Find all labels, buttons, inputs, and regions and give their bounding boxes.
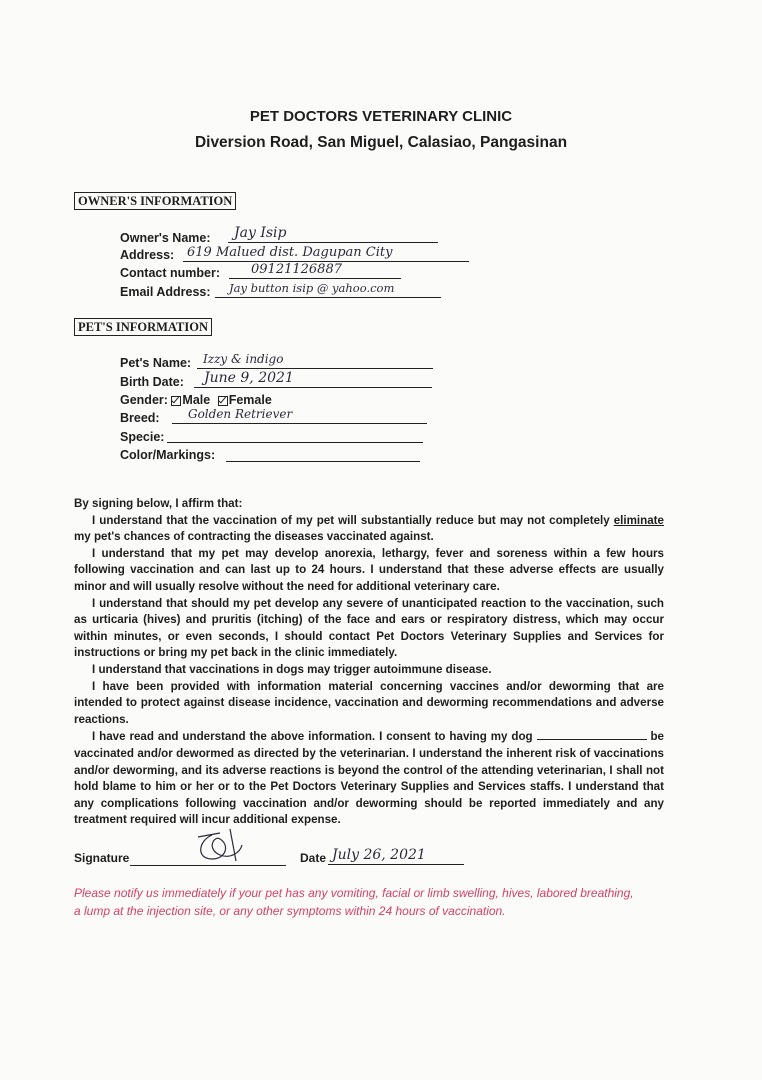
owner-section-title: OWNER'S INFORMATION	[74, 192, 236, 210]
owner-address-value: 619 Malued dist. Dagupan City	[187, 245, 393, 260]
consent-p1-text: I understand that the vaccination of my pet will substantially reduce but may not completely	[92, 513, 610, 527]
gender-label: Gender:	[120, 393, 168, 407]
consent-paragraph-2: I understand that my pet may develop anorexia, lethargy, fever and soreness within a few hours following vaccination and can last up to 24 hours. I understand that these adverse effects are usually minor and will usually resolve without the need for additional veterinary care.	[74, 546, 664, 593]
contact-number-field[interactable]	[229, 260, 401, 279]
consent-paragraph-4: I understand that vaccinations in dogs may trigger autoimmune disease.	[92, 662, 492, 676]
consent-p6-text: I have read and understand the above information. I consent to having my dog	[92, 730, 533, 744]
signature-scribble	[190, 825, 270, 865]
male-label: Male	[182, 393, 211, 407]
dog-name-blank[interactable]	[537, 728, 647, 740]
email-value: Jay button isip @ yahoo.com	[229, 281, 395, 295]
birth-date-value: June 9, 2021	[204, 370, 294, 386]
signature-field[interactable]	[130, 847, 286, 866]
breed-value: Golden Retriever	[188, 407, 293, 421]
pet-name-label: Pet's Name:	[120, 356, 192, 370]
owner-name-value: Jay Isip	[234, 225, 287, 241]
date-value: July 26, 2021	[332, 847, 426, 863]
color-markings-label: Color/Markings:	[120, 448, 216, 462]
date-field[interactable]	[328, 846, 464, 865]
contact-number-label: Contact number:	[120, 266, 220, 280]
pet-name-value: Izzy & indigo	[203, 352, 284, 366]
consent-paragraph-1	[74, 513, 664, 546]
owner-name-field[interactable]	[228, 224, 438, 243]
contact-number-value: 09121126887	[251, 262, 342, 277]
breed-field[interactable]	[172, 405, 427, 424]
color-markings-field[interactable]	[226, 443, 420, 462]
consent-p1-rest: my pet's chances of contracting the diseases vaccinated against.	[74, 530, 434, 544]
post-vaccination-notice: Please notify us immediately if your pet has any vomiting, facial or limb swelling, hives, labored breathing, a lump at the injection site, or any other symptoms within 24 hours of vaccination.	[74, 886, 634, 918]
owner-name-label: Owner's Name:	[120, 231, 211, 245]
breed-label: Breed:	[120, 411, 160, 425]
consent-paragraph-5: I have been provided with information material concerning vaccines and/or deworming that are intended to protect against disease incidence, vaccination and deworming recommendations and adverse reactions.	[74, 679, 664, 726]
signature-label: Signature	[74, 851, 130, 865]
consent-paragraph-6	[74, 728, 664, 829]
consent-p1-emphasis: eliminate	[613, 513, 664, 527]
specie-field[interactable]	[167, 424, 423, 443]
owner-address-label: Address:	[120, 248, 175, 262]
birth-date-field[interactable]	[194, 369, 432, 388]
pet-section-title: PET'S INFORMATION	[74, 318, 212, 336]
specie-label: Specie:	[120, 430, 165, 444]
email-label: Email Address:	[120, 285, 211, 299]
female-label: Female	[228, 393, 272, 407]
pet-name-field[interactable]	[197, 350, 433, 369]
birth-date-label: Birth Date:	[120, 375, 184, 389]
consent-p6-rest: be vaccinated and/or dewormed as directed by the veterinarian. I understand the inherent risk of vaccinations and/or deworming, and its adverse reactions is beyond the control of the attending veterinarian, I shall not hold blame to him or her or to the Pet Doctors Veterinary Supplies and Services staffs. I understand that any complications following vaccination and/or deworming should be reported immediately and any treatment required will incur additional expense.	[74, 730, 664, 827]
clinic-name: PET DOCTORS VETERINARY CLINIC	[249, 108, 513, 125]
consent-intro: By signing below, I affirm that:	[74, 497, 243, 510]
clinic-address: Diversion Road, San Miguel, Calasiao, Pangasinan	[194, 134, 568, 151]
consent-paragraph-3: I understand that should my pet develop any severe of unanticipated reaction to the vaccination, such as urticaria (hives) and pruritis (itching) of the face and ears or respiratory distress, which may occur within minutes, or even seconds, I should contact Pet Doctors Veterinary Supplies and Services for instructions or bring my pet back in the clinic immediately.	[74, 596, 664, 660]
date-label: Date	[300, 851, 327, 865]
consent-statement	[74, 496, 664, 829]
email-field[interactable]	[215, 279, 441, 298]
